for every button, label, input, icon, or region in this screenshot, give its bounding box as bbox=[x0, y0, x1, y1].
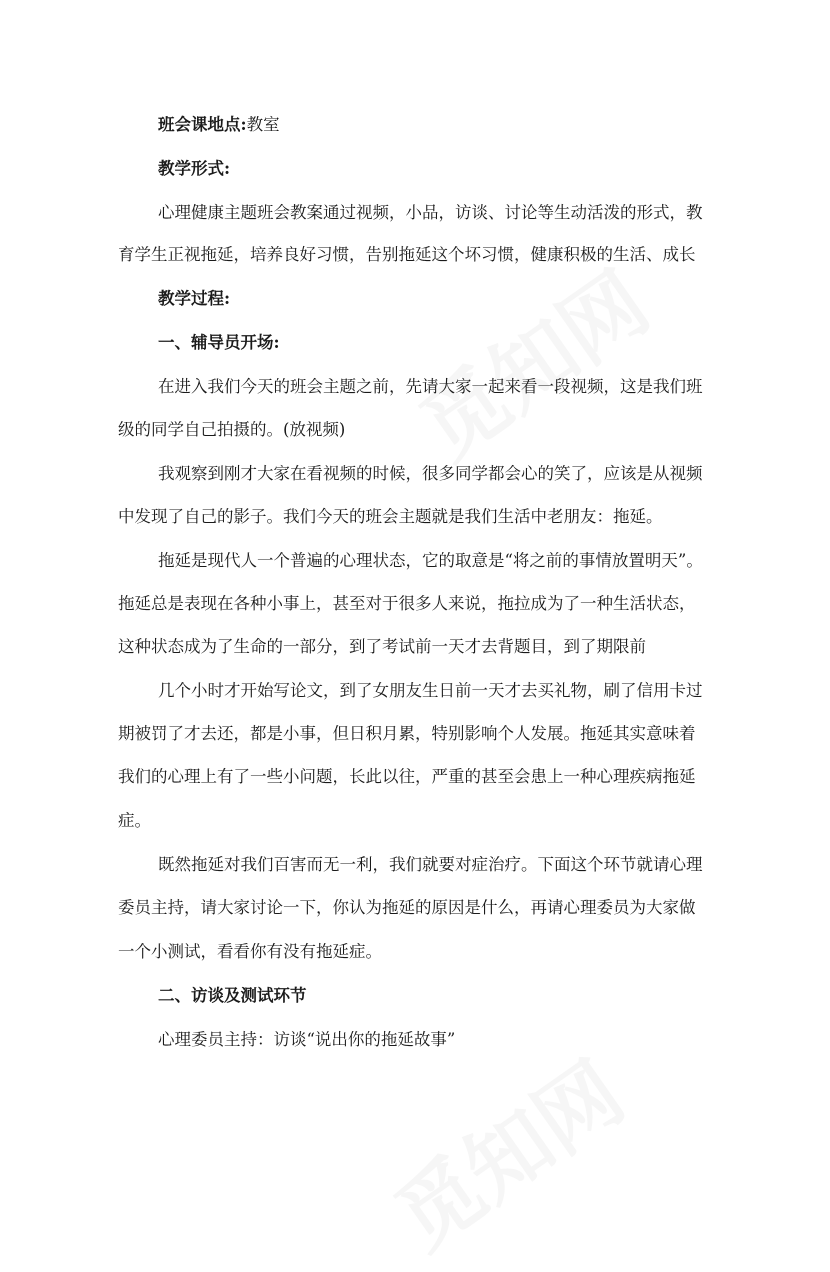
paragraph-line: 一个小测试，看看你有没有拖延症。 bbox=[118, 942, 382, 961]
teaching-form-heading: 教学形式: bbox=[158, 159, 231, 178]
paragraph-line: 级的同学自己拍摄的。(放视频) bbox=[118, 420, 346, 439]
meeting-place-label: 班会课地点: bbox=[158, 115, 247, 134]
paragraph-line: 症。 bbox=[118, 811, 151, 830]
paragraph-line: 这种状态成为了生命的一部分，到了考试前一天才去背题目，到了期限前 bbox=[118, 637, 646, 656]
paragraph-line: 在进入我们今天的班会主题之前，先请大家一起来看一段视频，这是我们班 bbox=[158, 377, 703, 396]
meeting-place bbox=[158, 113, 758, 137]
paragraph-line: 既然拖延对我们百害而无一利，我们就要对症治疗。下面这个环节就请心理 bbox=[158, 855, 703, 874]
watermark bbox=[368, 1029, 644, 1272]
paragraph-line: 几个小时才开始写论文，到了女朋友生日前一天才去买礼物，刷了信用卡过 bbox=[158, 681, 703, 700]
form-paragraph-line: 育学生正视拖延，培养良好习惯，告别拖延这个坏习惯，健康积极的生活、成长 bbox=[118, 245, 696, 264]
watermark bbox=[393, 239, 669, 483]
paragraph-line: 我们的心理上有了一些小问题，长此以往，严重的甚至会患上一种心理疾病拖延 bbox=[118, 767, 696, 786]
paragraph-line: 我观察到刚才大家在看视频的时候，很多同学都会心的笑了，应该是从视频 bbox=[158, 464, 703, 483]
paragraph-line: 拖延总是表现在各种小事上，甚至对于很多人来说，拖拉成为了一种生活状态， bbox=[118, 594, 696, 613]
paragraph-line: 委员主持，请大家讨论一下，你认为拖延的原因是什么，再请心理委员为大家做 bbox=[118, 898, 696, 917]
paragraph-line: 拖延是现代人一个普遍的心理状态，它的取意是“将之前的事情放置明天”。 bbox=[158, 551, 703, 570]
section1-title: 一、辅导员开场: bbox=[158, 333, 280, 352]
teaching-process-heading: 教学过程: bbox=[158, 289, 231, 308]
form-paragraph-line: 心理健康主题班会教案通过视频，小品，访谈、讨论等生动活泼的形式，教 bbox=[158, 203, 703, 222]
meeting-place-value: 教室 bbox=[246, 115, 280, 134]
paragraph-line: 中发现了自己的影子。我们今天的班会主题就是我们生活中老朋友：拖延。 bbox=[118, 507, 663, 526]
paragraph-line: 期被罚了才去还，都是小事，但日积月累，特别影响个人发展。拖延其实意味着 bbox=[118, 724, 696, 743]
section2-title: 二、访谈及测试环节 bbox=[158, 986, 307, 1005]
paragraph-line: 心理委员主持：访谈“说出你的拖延故事” bbox=[158, 1030, 456, 1049]
